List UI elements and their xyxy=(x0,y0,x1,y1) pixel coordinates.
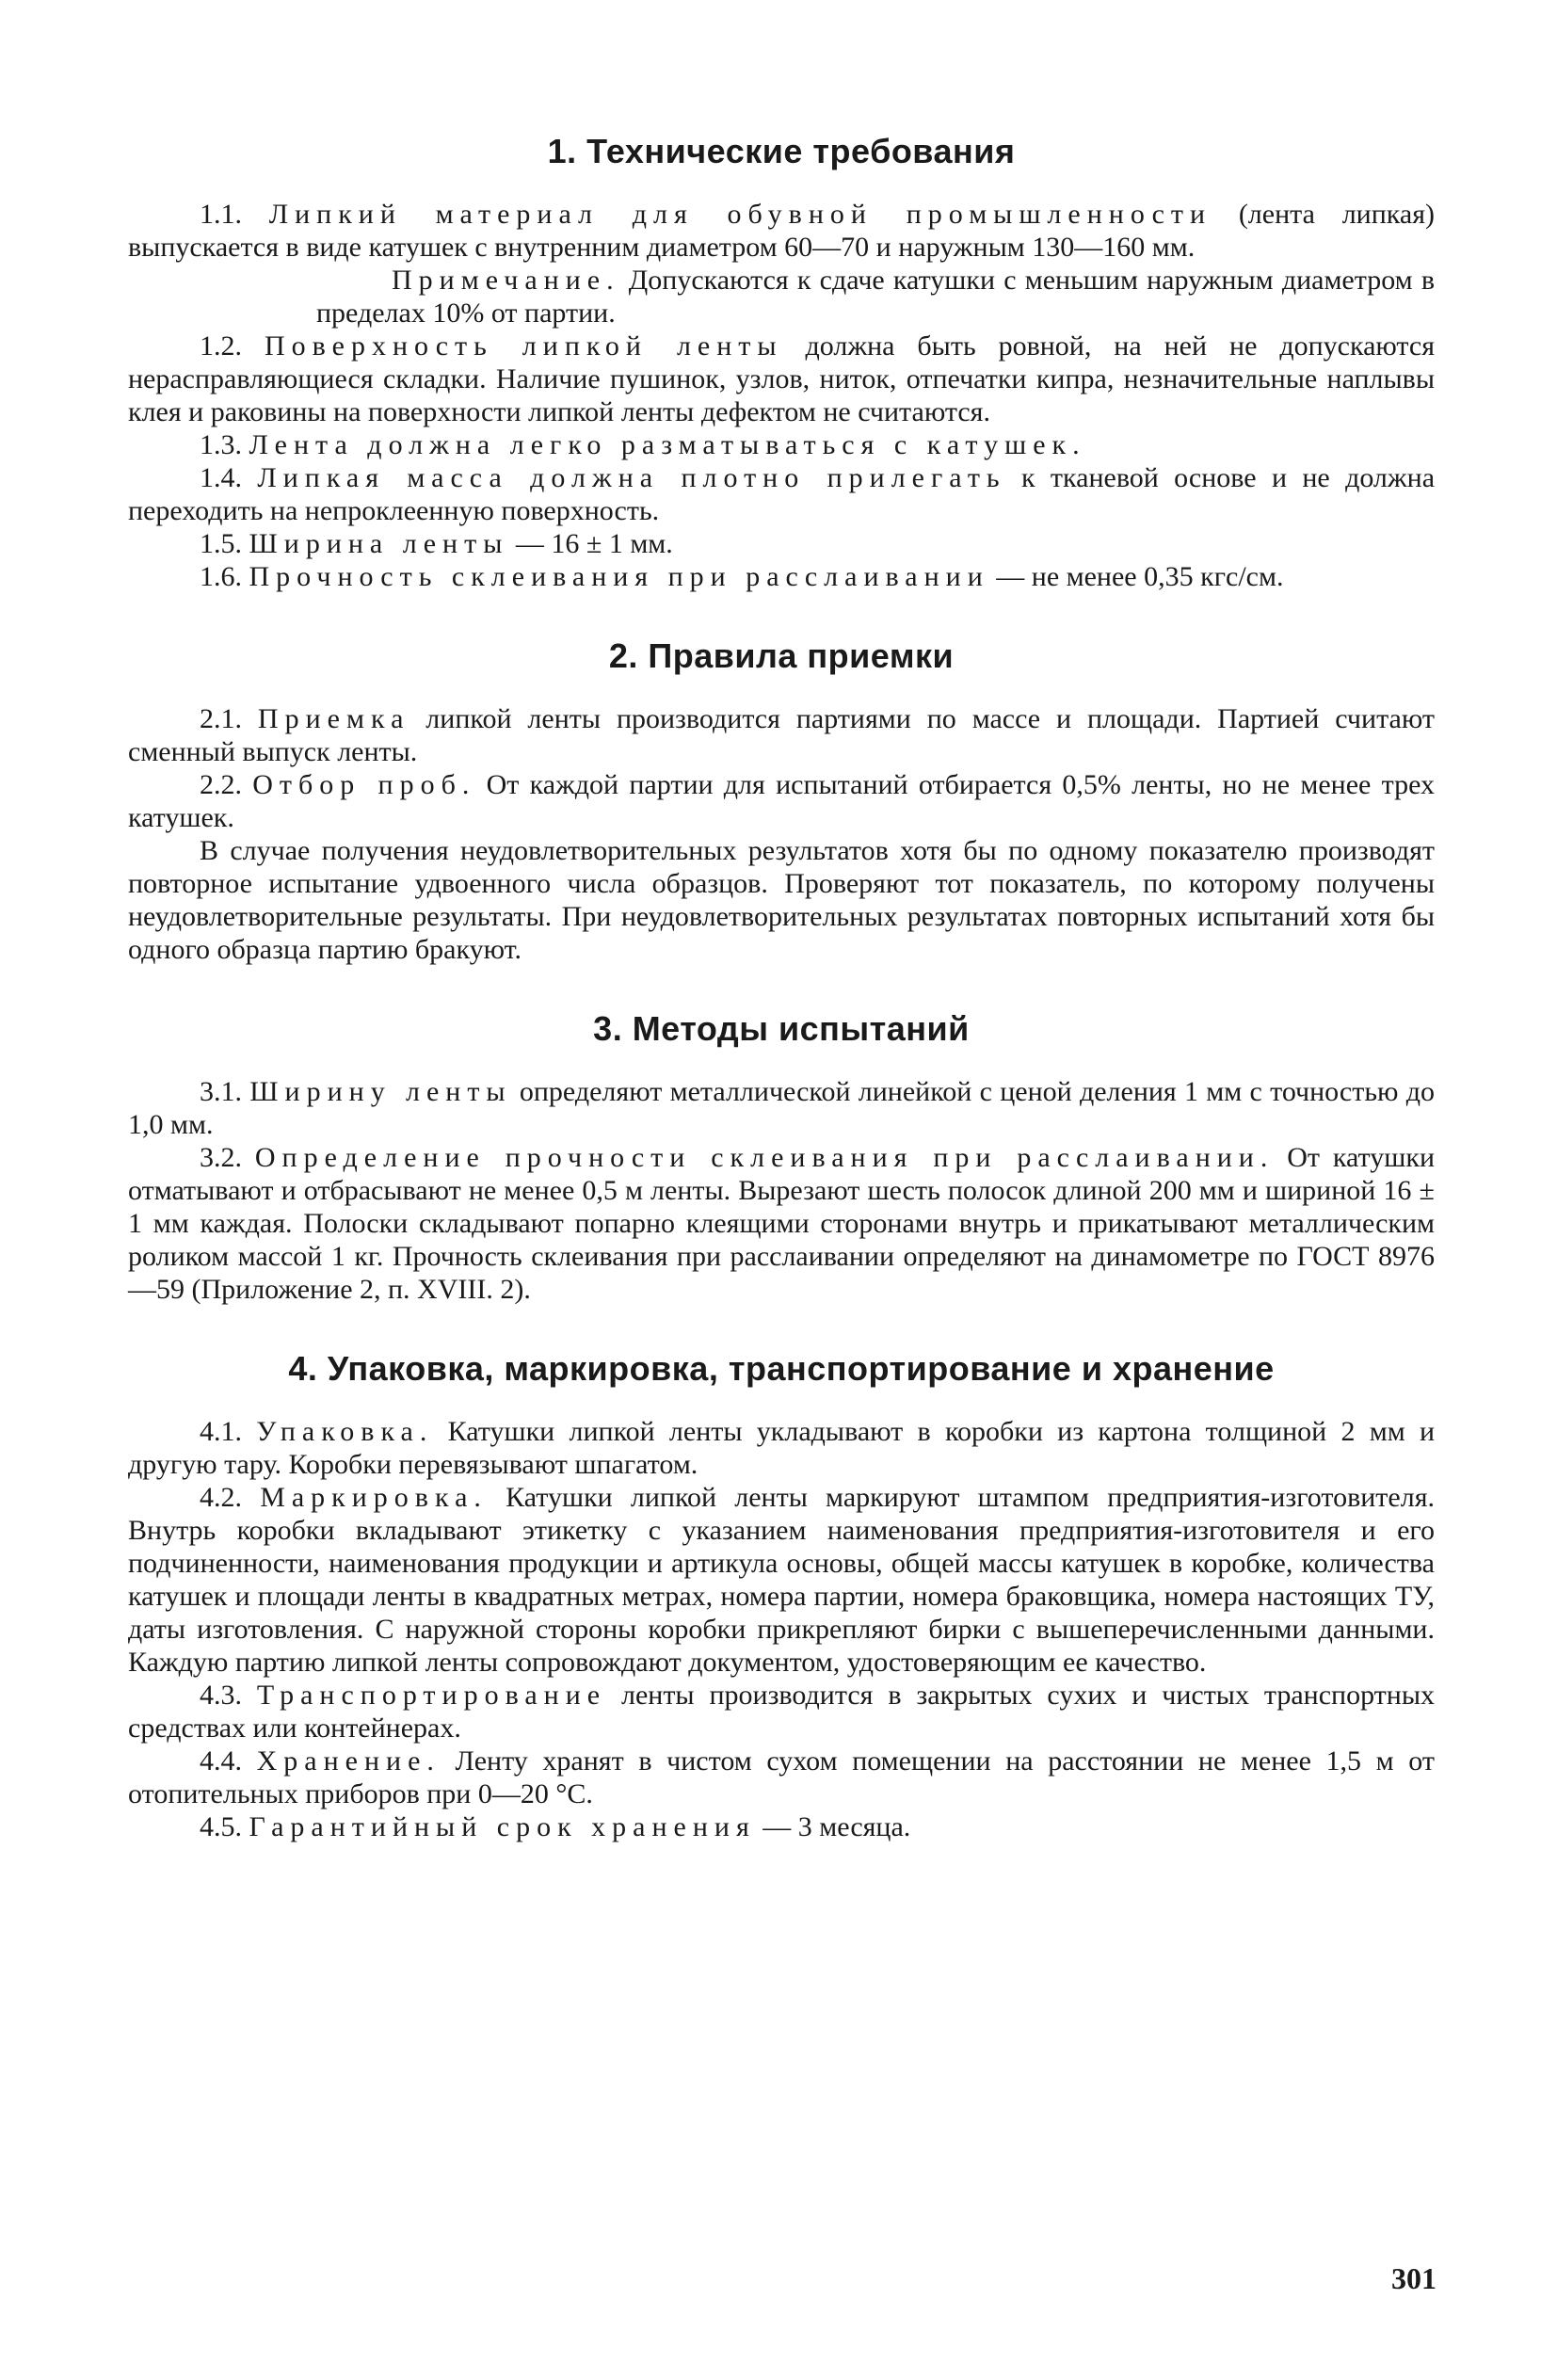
section-acceptance-rules xyxy=(128,636,1435,966)
paragraph-1-6: 1.6. Прочность склеивания при расслаивании — не менее 0,35 кгс/см. xyxy=(200,561,1284,592)
paragraph-1-2: 1.2. Поверхность липкой ленты должна быть ровной, на ней не допускаются нерасправляющиеся складки. Наличие пушинок, узлов, ниток, отпечатки кипра, незначительные наплывы клея и раковины на поверхности липкой ленты дефектом не считаются. xyxy=(128,330,1436,427)
paragraph-2-3: В случае получения неудовлетворительных результатов хотя бы по одному показателю производят повторное испытание удвоенного числа образцов. Проверяют тот показатель, по которому получены неудовлетворительные результаты. При неудовлетворительных результатах повторных испытаний хотя бы одного образца партию бракуют. xyxy=(128,835,1435,965)
paragraph-3-1: 3.1. Ширину ленты определяют металлической линейкой с ценой деления 1 мм с точностью до 1,0 мм. xyxy=(128,1076,1435,1140)
paragraph-1-4: 1.4. Липкая масса должна плотно прилегать к тканевой основе и не должна переходить на непроклеенную поверхность. xyxy=(128,462,1436,526)
section-title: 4. Упаковка, маркировка, транспортирование и хранение xyxy=(288,1349,1275,1388)
paragraph-4-5: 4.5. Гарантийный срок хранения — 3 месяца. xyxy=(200,1811,911,1842)
paragraph-4-3: 4.3. Транспортирование ленты производится в закрытых сухих и чистых транспортных средствах или контейнерах. xyxy=(128,1680,1435,1744)
paragraph-4-1: 4.1. Упаковка. Катушки липкой ленты укладывают в коробки из картона толщиной 2 мм и другую тару. Коробки перевязывают шпагатом. xyxy=(128,1416,1435,1480)
paragraph-1-1: 1.1. Липкий материал для обувной промышленности (лента липкая) выпускается в виде катушек с внутренним диаметром 60—70 и наружным 130—160 мм. xyxy=(128,199,1436,263)
section-test-methods xyxy=(128,1009,1435,1306)
paragraph-2-2: 2.2. Отбор проб. От каждой партии для испытаний отбирается 0,5% ленты, но не менее трех катушек. xyxy=(128,769,1436,833)
section-technical-requirements xyxy=(128,132,1435,593)
section-title: 2. Правила приемки xyxy=(608,636,955,675)
section-title: 3. Методы испытаний xyxy=(593,1009,970,1048)
paragraph-1-5: 1.5. Ширина ленты — 16 ± 1 мм. xyxy=(200,528,673,559)
paragraph-1-3: 1.3. Лента должна легко разматываться с катушек. xyxy=(200,429,1086,460)
paragraph-3-2: 3.2. Определение прочности склеивания при расслаивании. От катушки отматывают и отбрасывают не менее 0,5 м ленты. Вырезают шесть полосок длиной 200 мм и шириной 16 ± 1 мм каждая. Полоски складывают попарно клеящими сторонами внутрь и прикатывают металлическим роликом массой 1 кг. Прочность склеивания при расслаивании определяют на динамометре по ГОСТ 8976—59 (Приложение 2, п. XVIII. 2). xyxy=(128,1142,1435,1305)
section-title: 1. Технические требования xyxy=(547,132,1016,170)
paragraph-2-1: 2.1. Приемка липкой ленты производится партиями по массе и площади. Партией считают сменный выпуск ленты. xyxy=(128,703,1435,767)
section-packaging-storage xyxy=(128,1349,1435,1843)
paragraph-4-2: 4.2. Маркировка. Катушки липкой ленты маркируют штампом предприятия-изготовителя. Внутрь коробки вкладывают этикетку с указанием наименования предприятия-изготовителя и его подчиненности, наименования продукции и артикула основы, общей массы катушек в коробке, количества катушек и площади ленты в квадратных метрах, номера партии, номера браковщика, номера настоящих ТУ, даты изготовления. С наружной стороны коробки прикрепляют бирки с вышеперечисленными данными. Каждую партию липкой ленты сопровождают документом, удостоверяющим ее качество. xyxy=(128,1482,1435,1678)
note-paragraph: Примечание. Допускаются к сдаче катушки с меньшим наружным диаметром в пределах 10% от партии. xyxy=(316,265,1435,329)
document-page xyxy=(128,132,1435,1843)
page-number: 301 xyxy=(1391,2261,1437,2295)
paragraph-4-4: 4.4. Хранение. Ленту хранят в чистом сухом помещении на расстоянии не менее 1,5 м от отопительных приборов при 0—20 °С. xyxy=(128,1745,1435,1809)
